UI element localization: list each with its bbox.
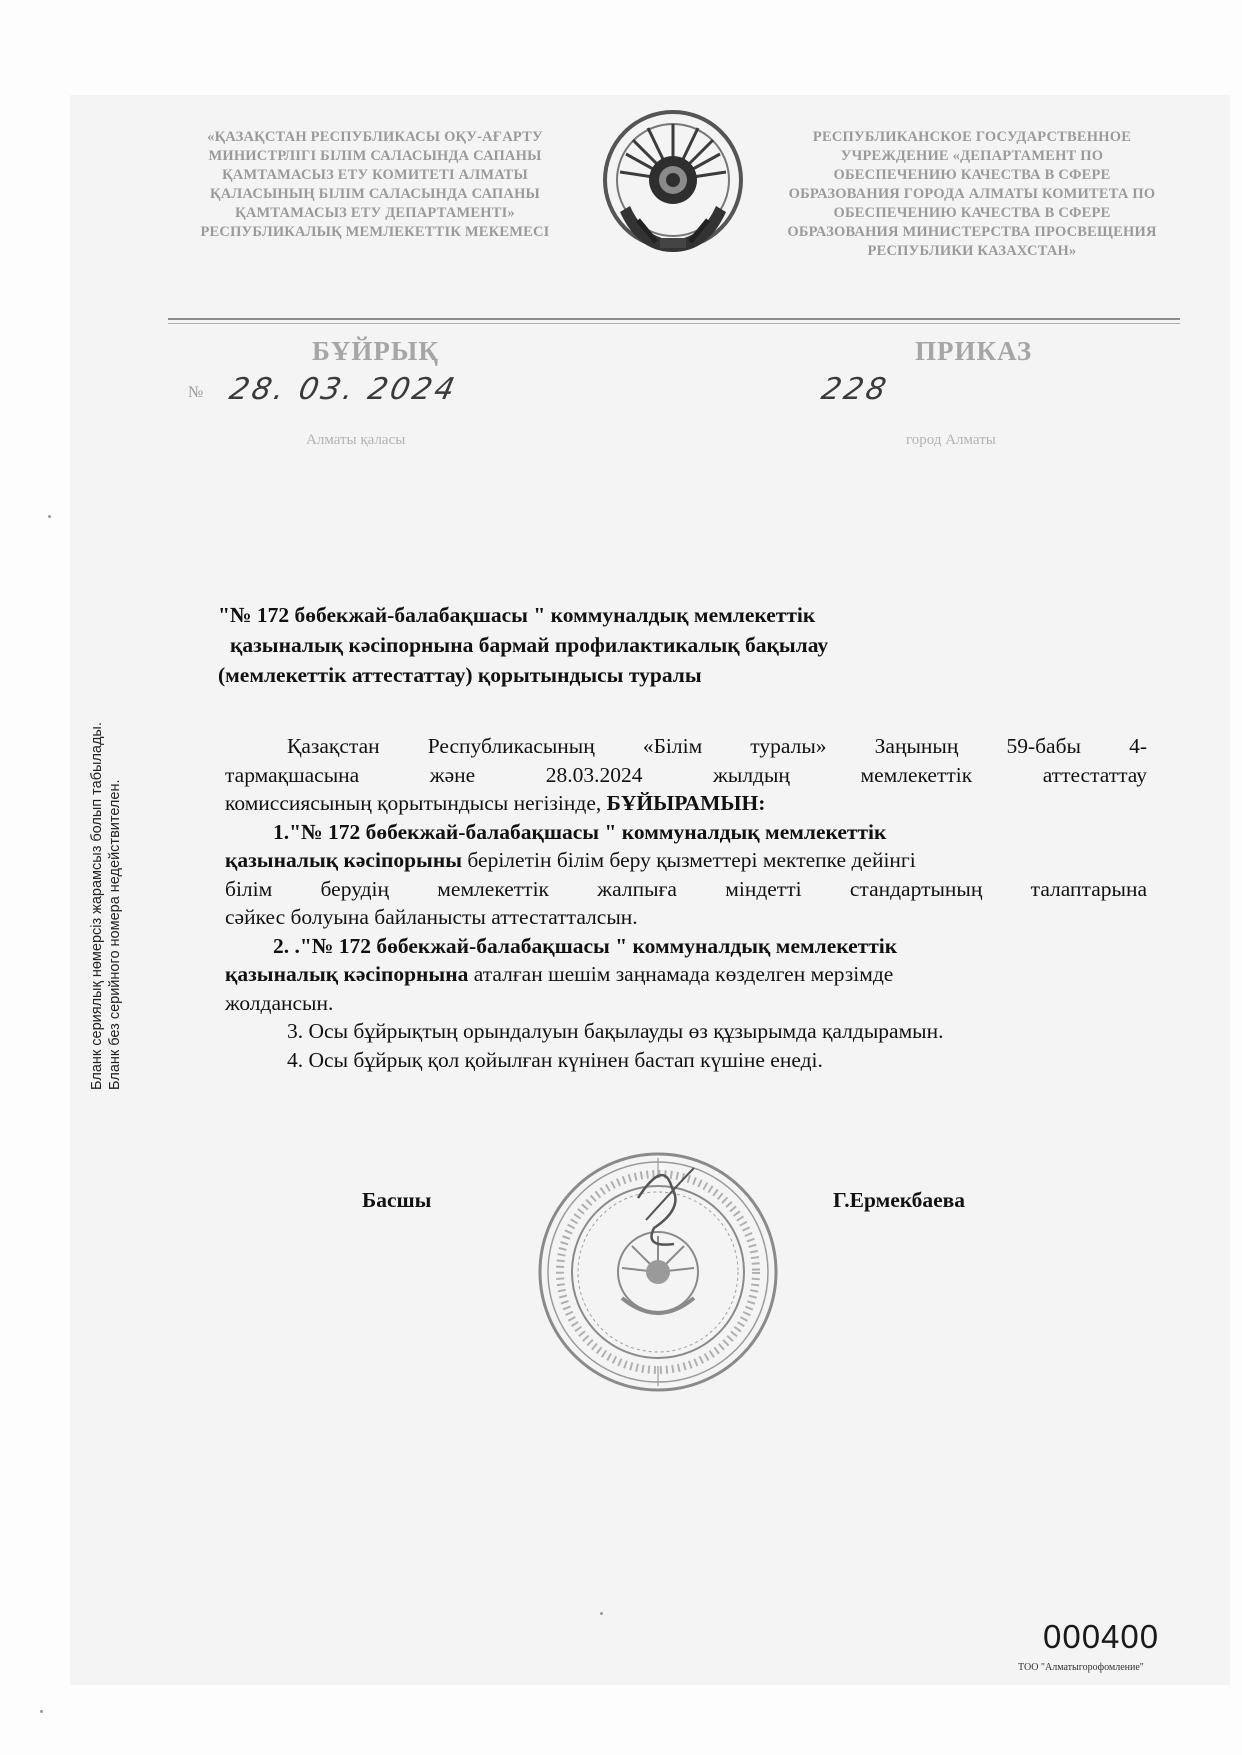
- state-emblem-icon: [598, 102, 748, 262]
- item-2-text: аталған шешім заңнамада көзделген мерзімде: [468, 962, 894, 986]
- printer-imprint: ТОО "Алматыгорофомление": [1018, 1662, 1144, 1673]
- scan-speck: [48, 515, 51, 518]
- scan-speck: [40, 1710, 43, 1713]
- handwritten-order-number: 228: [818, 372, 892, 407]
- header-kz-line: ҚАМТАМАСЫЗ ЕТУ КОМИТЕТІ АЛМАТЫ: [222, 167, 528, 183]
- header-ru-line: РЕСПУБЛИКАНСКОЕ ГОСУДАРСТВЕННОЕ: [812, 129, 1132, 145]
- scan-speck: [600, 1612, 603, 1615]
- header-ru-line: УЧРЕЖДЕНИЕ «ДЕПАРТАМЕНТ ПО: [840, 148, 1104, 164]
- side-disclaimer-kz: Бланк сериялық нөмерсіз жарамсыз болып табылады.: [89, 722, 105, 1090]
- header-ru-institution: [762, 128, 1182, 261]
- intro-line-1: Қазақстан Республикасының «Білім туралы» Заңының 59-бабы 4-: [287, 734, 1147, 758]
- city-ru: город Алматы: [906, 432, 996, 448]
- order-subject-title: [218, 600, 1098, 690]
- order-title-kz: БҰЙРЫҚ: [312, 336, 439, 366]
- item-2-org: қазыналық кәсіпорнына: [225, 962, 469, 986]
- side-disclaimer-ru: Бланк без серийного номера недействителен.: [107, 779, 123, 1090]
- item-2-line-1: 2. ."№ 172 бөбекжай-балабақшасы " коммуналдық мемлекеттік: [273, 933, 898, 958]
- signatory-name: Г.Ермекбаева: [833, 1188, 966, 1212]
- item-2-line-2: [225, 960, 1147, 989]
- header-kz-line: «ҚАЗАҚСТАН РЕСПУБЛИКАСЫ ОҚУ-АҒАРТУ: [207, 129, 543, 145]
- item-1-line-2: [225, 846, 1147, 875]
- header-kz-line: ҚАМТАМАСЫЗ ЕТУ ДЕПАРТАМЕНТІ»: [235, 205, 515, 221]
- intro-line-2: тармақшасына және 28.03.2024 жылдың мемлекеттік аттестаттау: [225, 762, 1147, 787]
- item-3: 3. Осы бұйрықтың орындалуын бақылауды өз құзырымда қалдырамын.: [287, 1019, 944, 1043]
- header-ru-line: ОБРАЗОВАНИЯ МИНИСТЕРСТВА ПРОСВЕЩЕНИЯ: [787, 224, 1157, 240]
- header-kz-line: РЕСПУБЛИКАЛЫҚ МЕМЛЕКЕТТІК МЕКЕМЕСІ: [200, 224, 550, 240]
- intro-text: комиссиясының қорытындысы негізінде,: [225, 791, 607, 815]
- item-1-line-3: білім берудің мемлекеттік жалпыға міндетті стандартының талаптарына: [225, 876, 1147, 901]
- header-divider: [168, 318, 1180, 320]
- header-kz-line: МИНИСТРЛІГІ БІЛІМ САЛАСЫНДА САПАНЫ: [208, 148, 542, 164]
- city-kz: Алматы қаласы: [306, 432, 406, 448]
- header-divider-thin: [168, 323, 1180, 324]
- item-2-line-3: жолдансын.: [225, 990, 334, 1015]
- header-ru-line: ОБЕСПЕЧЕНИЮ КАЧЕСТВА В СФЕРЕ: [833, 167, 1111, 183]
- side-disclaimer: [88, 722, 124, 1090]
- handwritten-date: 28. 03. 2024: [226, 372, 461, 407]
- item-1-org: қазыналық кәсіпорыны: [225, 848, 463, 872]
- header-kz-line: ҚАЛАСЫНЫҢ БІЛІМ САЛАСЫНДА САПАНЫ: [209, 186, 541, 202]
- order-title-ru: ПРИКАЗ: [915, 336, 1033, 366]
- item-1-text: берілетін білім беру қызметтері мектепке дейінгі: [462, 848, 916, 872]
- official-seal-icon: [534, 1148, 782, 1396]
- header-kz-institution: [165, 128, 585, 242]
- header-ru-line: ОБРАЗОВАНИЯ ГОРОДА АЛМАТЫ КОМИТЕТА ПО: [788, 186, 1156, 202]
- header-ru-line: ОБЕСПЕЧЕНИЮ КАЧЕСТВА В СФЕРЕ: [833, 205, 1111, 221]
- item-1-line-4: сәйкес болуына байланысты аттестатталсын.: [225, 905, 638, 929]
- title-line-2: қазыналық кәсіпорнына бармай профилактикалық бақылау: [230, 633, 829, 657]
- intro-line-3: [225, 789, 1147, 818]
- number-sign: №: [188, 384, 204, 401]
- item-1-line-1: 1."№ 172 бөбекжай-балабақшасы " коммуналдық мемлекеттік: [273, 819, 887, 844]
- title-line-3: (мемлекеттік аттестаттау) қорытындысы туралы: [218, 663, 702, 687]
- title-line-1: "№ 172 бөбекжай-балабақшасы " коммуналдық мемлекеттік: [218, 603, 816, 627]
- header-ru-line: РЕСПУБЛИКИ КАЗАХСТАН»: [867, 243, 1077, 259]
- order-body: [225, 732, 1147, 1074]
- form-serial-number: 000400: [1043, 1618, 1160, 1655]
- item-4: 4. Осы бұйрық қол қойылған күнінен бастап күшіне енеді.: [287, 1047, 823, 1072]
- order-verb: БҰЙЫРАМЫН:: [606, 791, 766, 815]
- signatory-role: Басшы: [362, 1188, 432, 1212]
